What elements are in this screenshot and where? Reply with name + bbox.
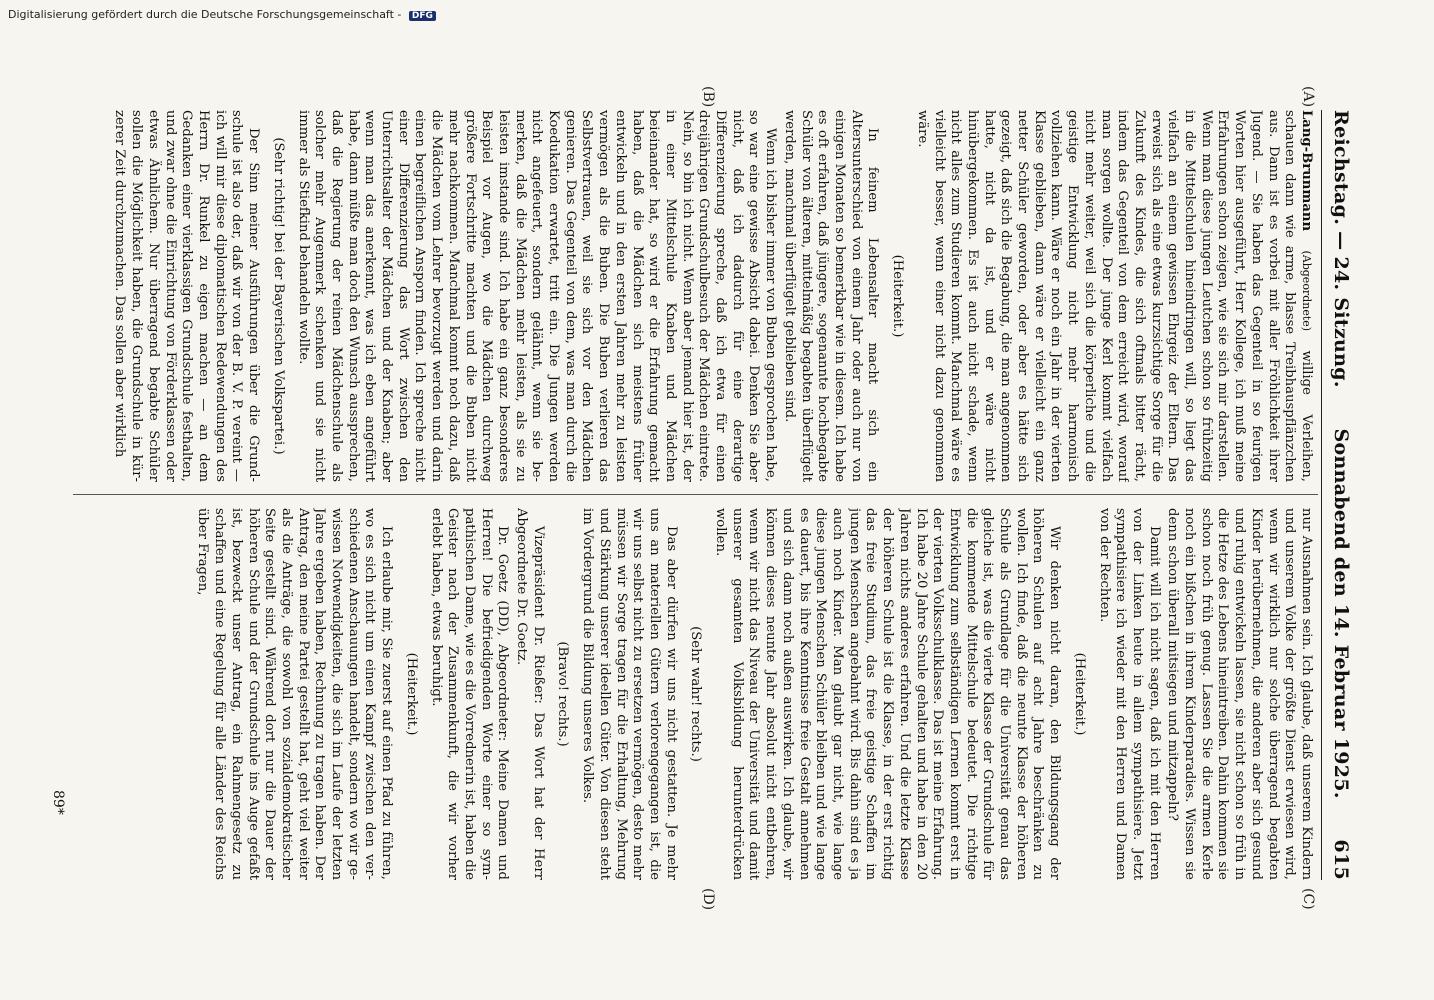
header-date: Sonnabend den 14. Februar 1925. (1330, 428, 1352, 799)
right-paragraph-5: Vizepräsident Dr. Rießer: Das Wort hat der Herr Abgeordnete Dr. Goetz. (514, 508, 546, 880)
header-left (1330, 110, 1352, 388)
interjection-sehr-richtig: (Sehr richtig! bei der Bayerischen Volkspartei.) (270, 137, 286, 455)
left-paragraph-1-text: willige Verleihen, schauen dann wie arme, blasse Treibhauspflänzchen aus. Dann ist es vorbei mit aller Fröhlichkeit ihrer Jugend. — Sie haben das Gegenteil in so feurigen Worten hier ausgeführt, Herr Kollege, ich muß meine Erfahrungen schon zeigen, wie sie sich mir darstellen. Wenn man diese jungen Leutchen schon so frühzeitig in die Mittelschulen hineindringen will, so liegt das vielfach an einem gewissen Ehrgeiz der Eltern. Das erweist sich als eine etwas kurzsichtige Sorge für die Zukunft des Kindes, die sich oftmals bitter rächt, indem das Gegenteil von dem erreicht wird, worauf man sorgen wollte. Der junge Kerl kommt vielfach nicht mehr weiter, weil sich die körperliche und die geistige Entwicklung nicht mehr harmonisch vollziehen kann. Wäre er noch ein Jahr in der vierten Klasse geblieben, dann wäre er vielleicht ein ganz netter Schüler geworden, oder aber es hätte sich gezeigt, daß sich die Begabung, die man angenommen hatte, nicht da ist, und er wäre nicht hinübergekommen. Es ist auch nicht schade, wenn nicht alles zum Studieren kommt. Manchmal wäre es vielleicht besser, wenn einer nicht dazu genommen wäre. (914, 110, 1314, 482)
page-number: 615 (1330, 839, 1352, 880)
interjection-heiterkeit-1: (Heiterkeit.) (890, 254, 906, 338)
dfg-logo: DFG (409, 11, 436, 21)
digitization-note-text: Digitalisierung gefördert durch die Deutsche Forschungsgemeinschaft - (8, 8, 402, 21)
right-paragraph-1: nur Ausnahmen sein. Ich glaube, daß unserem Kindern und unserem Volke der größte Dienst erwiesen wird, wenn wir wirklich nur solche überragend begabten Kinder herübernehmen, die anderen aber sich gesund und ruhig entwickeln lassen, sie nicht schon so früh in die Hetze des Lebens hineintreiben. Dahin kommen sie schon noch früh genug. Lassen Sie die armen Kerle noch ein bißchen in ihrem Kinderparadies. Wissen sie denn schon überall mitsiegen und mitzappeln? (1165, 508, 1314, 880)
left-paragraph-3: Wenn ich bisher immer von Buben gesprochen habe, so war eine gewisse Absicht dabei. Denken Sie aber nicht, daß ich dadurch für eine derartige Differenzierung spreche, daß ich etwa für einen dreijährigen Grundschulbesuch der Mädchen eintrete. Nein, so bin ich nicht. Wenn aber jemand hier ist, der in einer Mittelschule Knaben und Mädchen beieinander hat, so wird er die Erfahrung gemacht haben, daß die Mädchen sich meistens früher entwickeln und in den ersten Jahren mehr zu leisten vermögen als die Buben. Die Buben verlieren das Selbstvertrauen, weil sie sich vor den Mädchen genieren. Das Gegenteil von dem, was man durch die Koedukation erwartet, tritt ein. Die Jungen werden nicht angefeuert, sondern gelähmt, wenn sie bemerken, daß die Mädchen mehr leisten, als sie zu leisten imstande sind. Ich habe ein ganz besonderes Beispiel vor Augen, wo die Mädchen durchweg größere Fortschritte machten und die Buben nicht mehr nachkommen. Manchmal kommt noch dazu, daß die Mädchen vom Lehrer bevorzugt werden und darin einen begreiflichen Ansporn finden. Ich spreche nicht einer Differenzierung das Wort zwischen den Unterrichtsalter der Mädchen und der Knaben; aber wenn man das anerkennt, was ich eben angeführt habe, dann müßte man doch den Wunsch aussprechen, daß die Regierung der reinen Mädchenschule als solcher mehr Augenmerk schenken und sie nicht immer als Stiefkind behandeln wollte. (295, 110, 779, 482)
margin-letter-c: (C) (1300, 888, 1316, 910)
interjection-heiterkeit-3: (Heiterkeit.) (403, 652, 419, 736)
right-column (74, 508, 1314, 880)
digitization-note (8, 8, 436, 21)
interjection-heiterkeit-2: (Heiterkeit.) (1071, 652, 1087, 736)
header-title: Reichstag. (1330, 110, 1352, 226)
interjection-bravo: (Bravo! rechts.) (555, 641, 571, 747)
interjection-sehr-wahr: (Sehr wahr! rechts.) (688, 626, 704, 762)
page-header (1326, 110, 1352, 880)
signature-mark: 89* (50, 790, 66, 815)
header-session: 24. Sitzung. (1330, 256, 1352, 388)
left-paragraph-4: Der Sinn meiner Ausführungen über die Grundschule ist also der, daß wir von der B. V. P. vereint — ich will mir diese diplomatischen Redewendungen des Herrn Dr. Runkel zu eigen machen — an dem Gedanken einer vierklassigen Grundschule festhalten, und zwar ohne die Einrichtung von Förderklassen oder etwas Ähnlichem. Nur überragend begabte Schüler sollen die Möglichkeit haben, die Grundschule in kürzerer Zeit durchzumachen. Das sollen aber wirklich (112, 110, 262, 482)
right-paragraph-7: Ich erlaube mir, Sie zuerst auf einen Pfad zu führen, wo es sich nicht um einen Kampf zwischen den verschiedenen Anschauungen handelt, sondern wo wir gewissen Notwendigkeiten, die sich im Laufe der letzten Jahre ergeben haben, Rechnung zu tragen haben. Der Antrag, den meine Partei gestellt hat, geht viel weiter als die Anträge, die sowohl von sozialdemokratischer Seite gestellt sind. Während dort nur die Dauer der höheren Schule und der Grundschule ins Auge gefaßt ist, bezweckt unser Antrag, ein Rahmengesetz zu schaffen und eine Regelung für alle Länder des Reichs über Fragen, (195, 508, 395, 880)
speaker-name: Lang-Brunmann (1299, 110, 1314, 232)
right-paragraph-4: Das aber dürfen wir uns nicht gestatten. Je mehr uns an materiellen Gütern verlorengegangen ist, die wir uns selbst nicht zu ersetzen vermögen, desto mehr müssen wir Sorge tragen für die Erhaltung, Mehrung und Stärkung unserer ideellen Güter. Von diesen steht im Vordergrund die Bildung unseres Volkes. (580, 508, 679, 880)
left-column (74, 110, 1314, 482)
speaker-role: (Abgeordnete) (1300, 250, 1313, 332)
right-paragraph-6: Dr. Goetz (DD), Abgeordneter: Meine Damen und Herren! Die befriedigenden Worte einer so sympathischen Dame, wie es die Vorrednerin ist, haben die Geister nach der Zusammenkunft, die wir vorher erlebt haben, etwas beruhigt. (428, 508, 511, 880)
left-paragraph-2: In feinem Lebensalter macht sich ein Altersunterschied von einem Jahr oder auch nur von einigen Monaten so bemerkbar wie in diesem. Ich habe es oft erfahren, daß jüngere, sogenannte hochbegabte Schüler von älteren, mittelmäßig begabten überflügelt werden, manchmal überflügelt geblieben sind. (781, 110, 881, 482)
left-paragraph-1 (913, 110, 1314, 482)
margin-letter-d: (D) (700, 888, 716, 911)
right-paragraph-2: Damit will ich nicht sagen, daß ich mit den Herren von der Linken heute in allem sympathisiere. Jetzt sympathisiere ich wieder mit den Herren und Damen von der Rechten. (1096, 508, 1162, 880)
right-paragraph-3: Wir denken nicht daran, den Bildungsgang der höheren Schulen auf acht Jahre beschränken zu wollen. Ich finde, daß die neunte Klasse der höheren Schule als Grundlage für die Universität genau das gleiche ist, was die vierte Klasse der Grundschule für die kommende Mittelschule bedeutet. Die richtige Entwicklung zum selbständigen Lernen kommt erst in der vierten Volksschulklasse. Das ist meine Erfahrung. Ich habe 20 Jahre Schule gehalten und habe in den 20 Jahren nichts anderes erfahren. Und die letzte Klasse der höheren Schule ist die Klasse, in der erst richtig das freie Studium, das freie geistige Schaffen im jungen Menschen angebahnt wird. Bis dahin sind es ja auch noch Kinder. Man glaubt gar nicht, wie lange diese jungen Menschen Schüler bleiben und wie lange es dauert, bis ihre Kenntnisse freie Gestalt annehmen und sich dann noch außen auswirken. Ich glaube, wir können dieses neunte Jahr absolut nicht entbehren, wenn wir nicht das Niveau der Universität und damit unserer gesamten Volksbildung herunterdrücken wollen. (713, 508, 1063, 880)
header-separator: — (1330, 231, 1352, 251)
margin-letter-b: (B) (700, 86, 716, 108)
header-rule (1321, 110, 1322, 880)
margin-letter-a: (A) (1300, 86, 1316, 108)
column-divider (73, 494, 1318, 495)
